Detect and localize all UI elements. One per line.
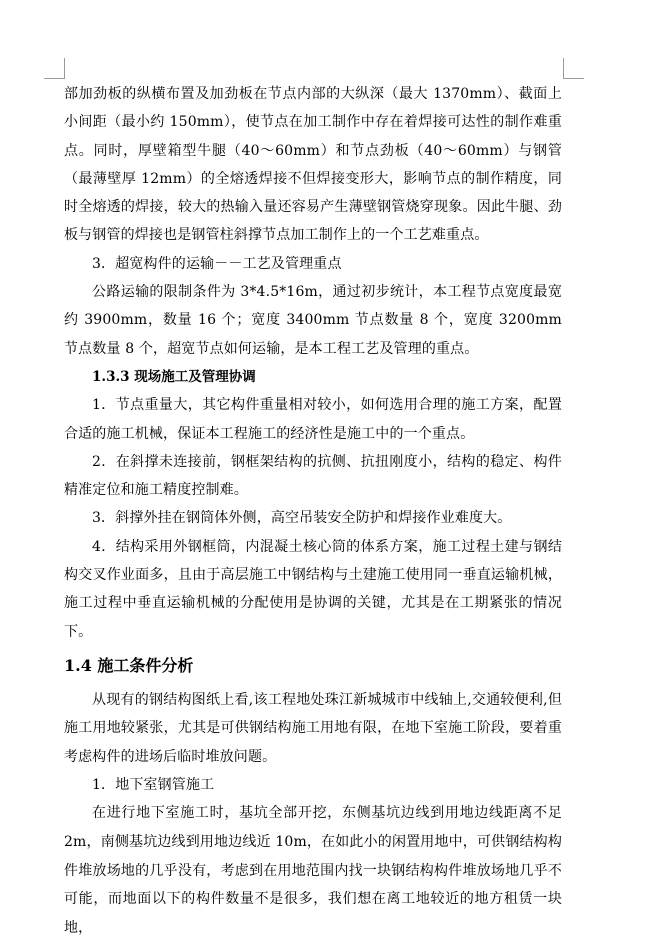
item-node-weight: 1．节点重量大，其它构件重量相对较小，如何选用合理的施工方案，配置合适的施工机械，保证本工程施工的经济性是施工中的一个重点。 [64, 397, 562, 442]
crop-mark-right [563, 58, 584, 79]
heading-1-4: 1.4 施工条件分析 [64, 655, 194, 675]
paragraph-site-conditions: 从现有的钢结构图纸上看,该工程地处珠江新城城市中线轴上,交通较便利,但施工用地较紧张，尤其是可供钢结构施工用地有限，在地下室施工阶段，要着重考虑构件的进场后临时堆放问题。 [64, 691, 562, 765]
paragraph-welding-difficulty: 部加劲板的纵横布置及加劲板在节点内部的大纵深（最大 1370mm）、截面上小间距（最小约 150mm），使节点在加工制作中存在着焊接可达性的制作难重点。同时，厚壁箱型牛腿（40～60mm）和节点劲板（40～60mm）与钢管（最薄壁厚 12mm）的全熔透焊接不但焊接变形大，影响节点的制作精度，同时全熔透的焊接，较大的热输入量还容易产生薄壁钢管烧穿现象。因此牛腿、劲板与钢管的焊接也是钢管柱斜撑节点加工制作上的一个工艺难重点。 [64, 86, 562, 244]
crop-mark-left [44, 58, 65, 79]
item-cross-work: 4．结构采用外钢框筒，内混凝土核心筒的体系方案，施工过程土建与钢结构交叉作业面多，且由于高层施工中钢结构与土建施工使用同一垂直运输机械，施工过程中垂直运输机械的分配使用是协调的关键，尤其是在工期紧张的情况下。 [64, 538, 562, 640]
item-oversize-transport: 3．超宽构件的运输－－工艺及管理重点 [92, 255, 342, 272]
paragraph-basement-stacking: 在进行地下室施工时，基坑全部开挖，东侧基坑边线到用地边线距离不足 2m，南侧基坑边线到用地边线近 10m，在如此小的闲置用地中，可供钢结构构件堆放场地的几乎没有，考虑到在用地范围内找一块钢结构构件堆放场地几乎不可能，而地面以下的构件数量不是很多，我们想在离工地较近的地方租赁一块地， [64, 805, 562, 936]
item-frame-stiffness: 2．在斜撑未连接前，钢框架结构的抗侧、抗扭刚度小，结构的稳定、构件精准定位和施工精度控制难。 [64, 453, 562, 499]
paragraph-transport-limits: 公路运输的限制条件为 3*4.5*16m，通过初步统计，本工程节点宽度最宽约 3900mm，数量 16 个；宽度 3400mm 节点数量 8 个，宽度 3200mm 节点数量 8 个，超宽节点如何运输，是本工程工艺及管理的重点。 [64, 284, 562, 357]
document-body [64, 80, 562, 943]
item-brace-safety: 3．斜撑外挂在钢筒体外侧，高空吊装安全防护和焊接作业难度大。 [92, 510, 512, 527]
item-basement-steel: 1．地下室钢管施工 [92, 776, 215, 793]
heading-1-3-3: 1.3.3 现场施工及管理协调 [92, 368, 256, 385]
